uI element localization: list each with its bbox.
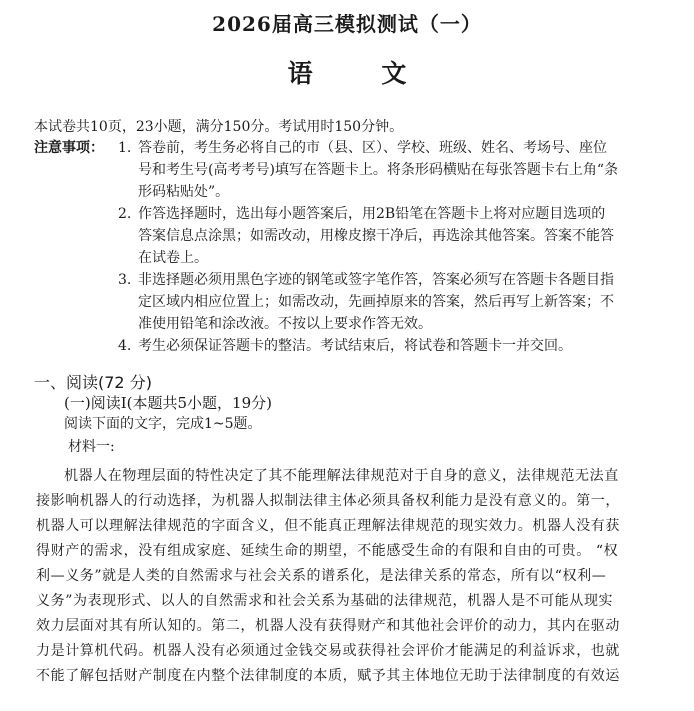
- subsection-heading: (一)阅读I(本题共5小题，19分): [64, 394, 272, 412]
- note-number-1: 1.: [118, 140, 132, 156]
- note-number-2: 2.: [118, 206, 132, 222]
- passage-line-2: 接影响机器人的行动选择，为机器人拟制法律主体必须具备权利能力是没有意义的。第一，: [36, 493, 620, 509]
- passage-line-7: 效力层面对其有所认知的。第二，机器人没有获得财产和其他社会评价的动力，其内在驱动: [36, 618, 620, 634]
- section-heading: 一、阅读(72 分): [34, 373, 152, 392]
- note-3-line-1: 非选择题必须用黑色字迹的钢笔或签字笔作答，答案必须写在答题卡各题目指: [138, 272, 614, 288]
- passage-line-4: 得财产的需求，没有组成家庭、延续生命的期望，不能感受生命的有限和自由的可贵。 “权: [36, 543, 619, 559]
- subject-title: 语 文: [287, 59, 437, 88]
- notes-label-text: 注意事项：: [34, 140, 104, 156]
- passage-line-3: 机器人可以理解法律规范的字面含义，但不能真正理解法律规范的现实效力。机器人没有获: [36, 518, 620, 534]
- note-1-line-2: 号和考生号(高考考号)填写在答题卡上。将条形码横贴在每张答题卡右上角“条: [138, 162, 619, 178]
- passage-line-6: 义务”为表现形式、以人的自然需求和社会关系为基础的法律规范，机器人是不可能从现实: [36, 593, 614, 609]
- note-1-line-1: 答卷前，考生务必将自己的市（县、区）、学校、班级、姓名、考场号、座位: [138, 140, 607, 156]
- note-4-line-1: 考生必须保证答题卡的整洁。考试结束后，将试卷和答题卡一并交回。: [138, 338, 572, 354]
- passage-line-1: 机器人在物理层面的特性决定了其不能理解法律规范对于自身的意义，法律规范无法直: [64, 468, 619, 484]
- note-2-line-1: 作答选择题时，选出每小题答案后，用2B铅笔在答题卡上将对应题目选项的: [138, 206, 606, 222]
- passage-line-8: 力是计算机代码。机器人没有必须通过金钱交易或获得社会评价才能满足的利益诉求，也就: [36, 643, 620, 659]
- note-3-line-3: 准使用铅笔和涂改液。不按以上要求作答无效。: [138, 316, 432, 332]
- reading-instruction: 阅读下面的文字，完成1~5题。: [64, 416, 262, 432]
- material-label: 材料一:: [68, 439, 115, 455]
- note-2-line-2: 答案信息点涂黑；如需改动，用橡皮擦干净后，再选涂其他答案。答案不能答: [138, 228, 614, 244]
- notes-label: [34, 138, 104, 158]
- note-number-3: 3.: [118, 272, 132, 288]
- note-number-4: 4.: [118, 338, 132, 354]
- exam-title: 2026届高三模拟测试（一）: [212, 12, 482, 36]
- exam-intro: 本试卷共10页，23小题，满分150分。考试用时150分钟。: [34, 119, 404, 135]
- note-2-line-3: 在试卷上。: [138, 250, 208, 266]
- passage-line-9: 不能了解包括财产制度在内整个法律制度的本质，赋予其主体地位无助于法律制度的有效运: [36, 668, 620, 684]
- note-1-line-3: 形码粘贴处”。: [138, 184, 230, 200]
- passage-line-5: 利—义务”就是人类的自然需求与社会关系的谱系化，是法律关系的常态，所有以“权利—: [36, 568, 607, 584]
- note-3-line-2: 定区域内相应位置上；如需改动，先画掉原来的答案，然后再写上新答案；不: [138, 294, 614, 310]
